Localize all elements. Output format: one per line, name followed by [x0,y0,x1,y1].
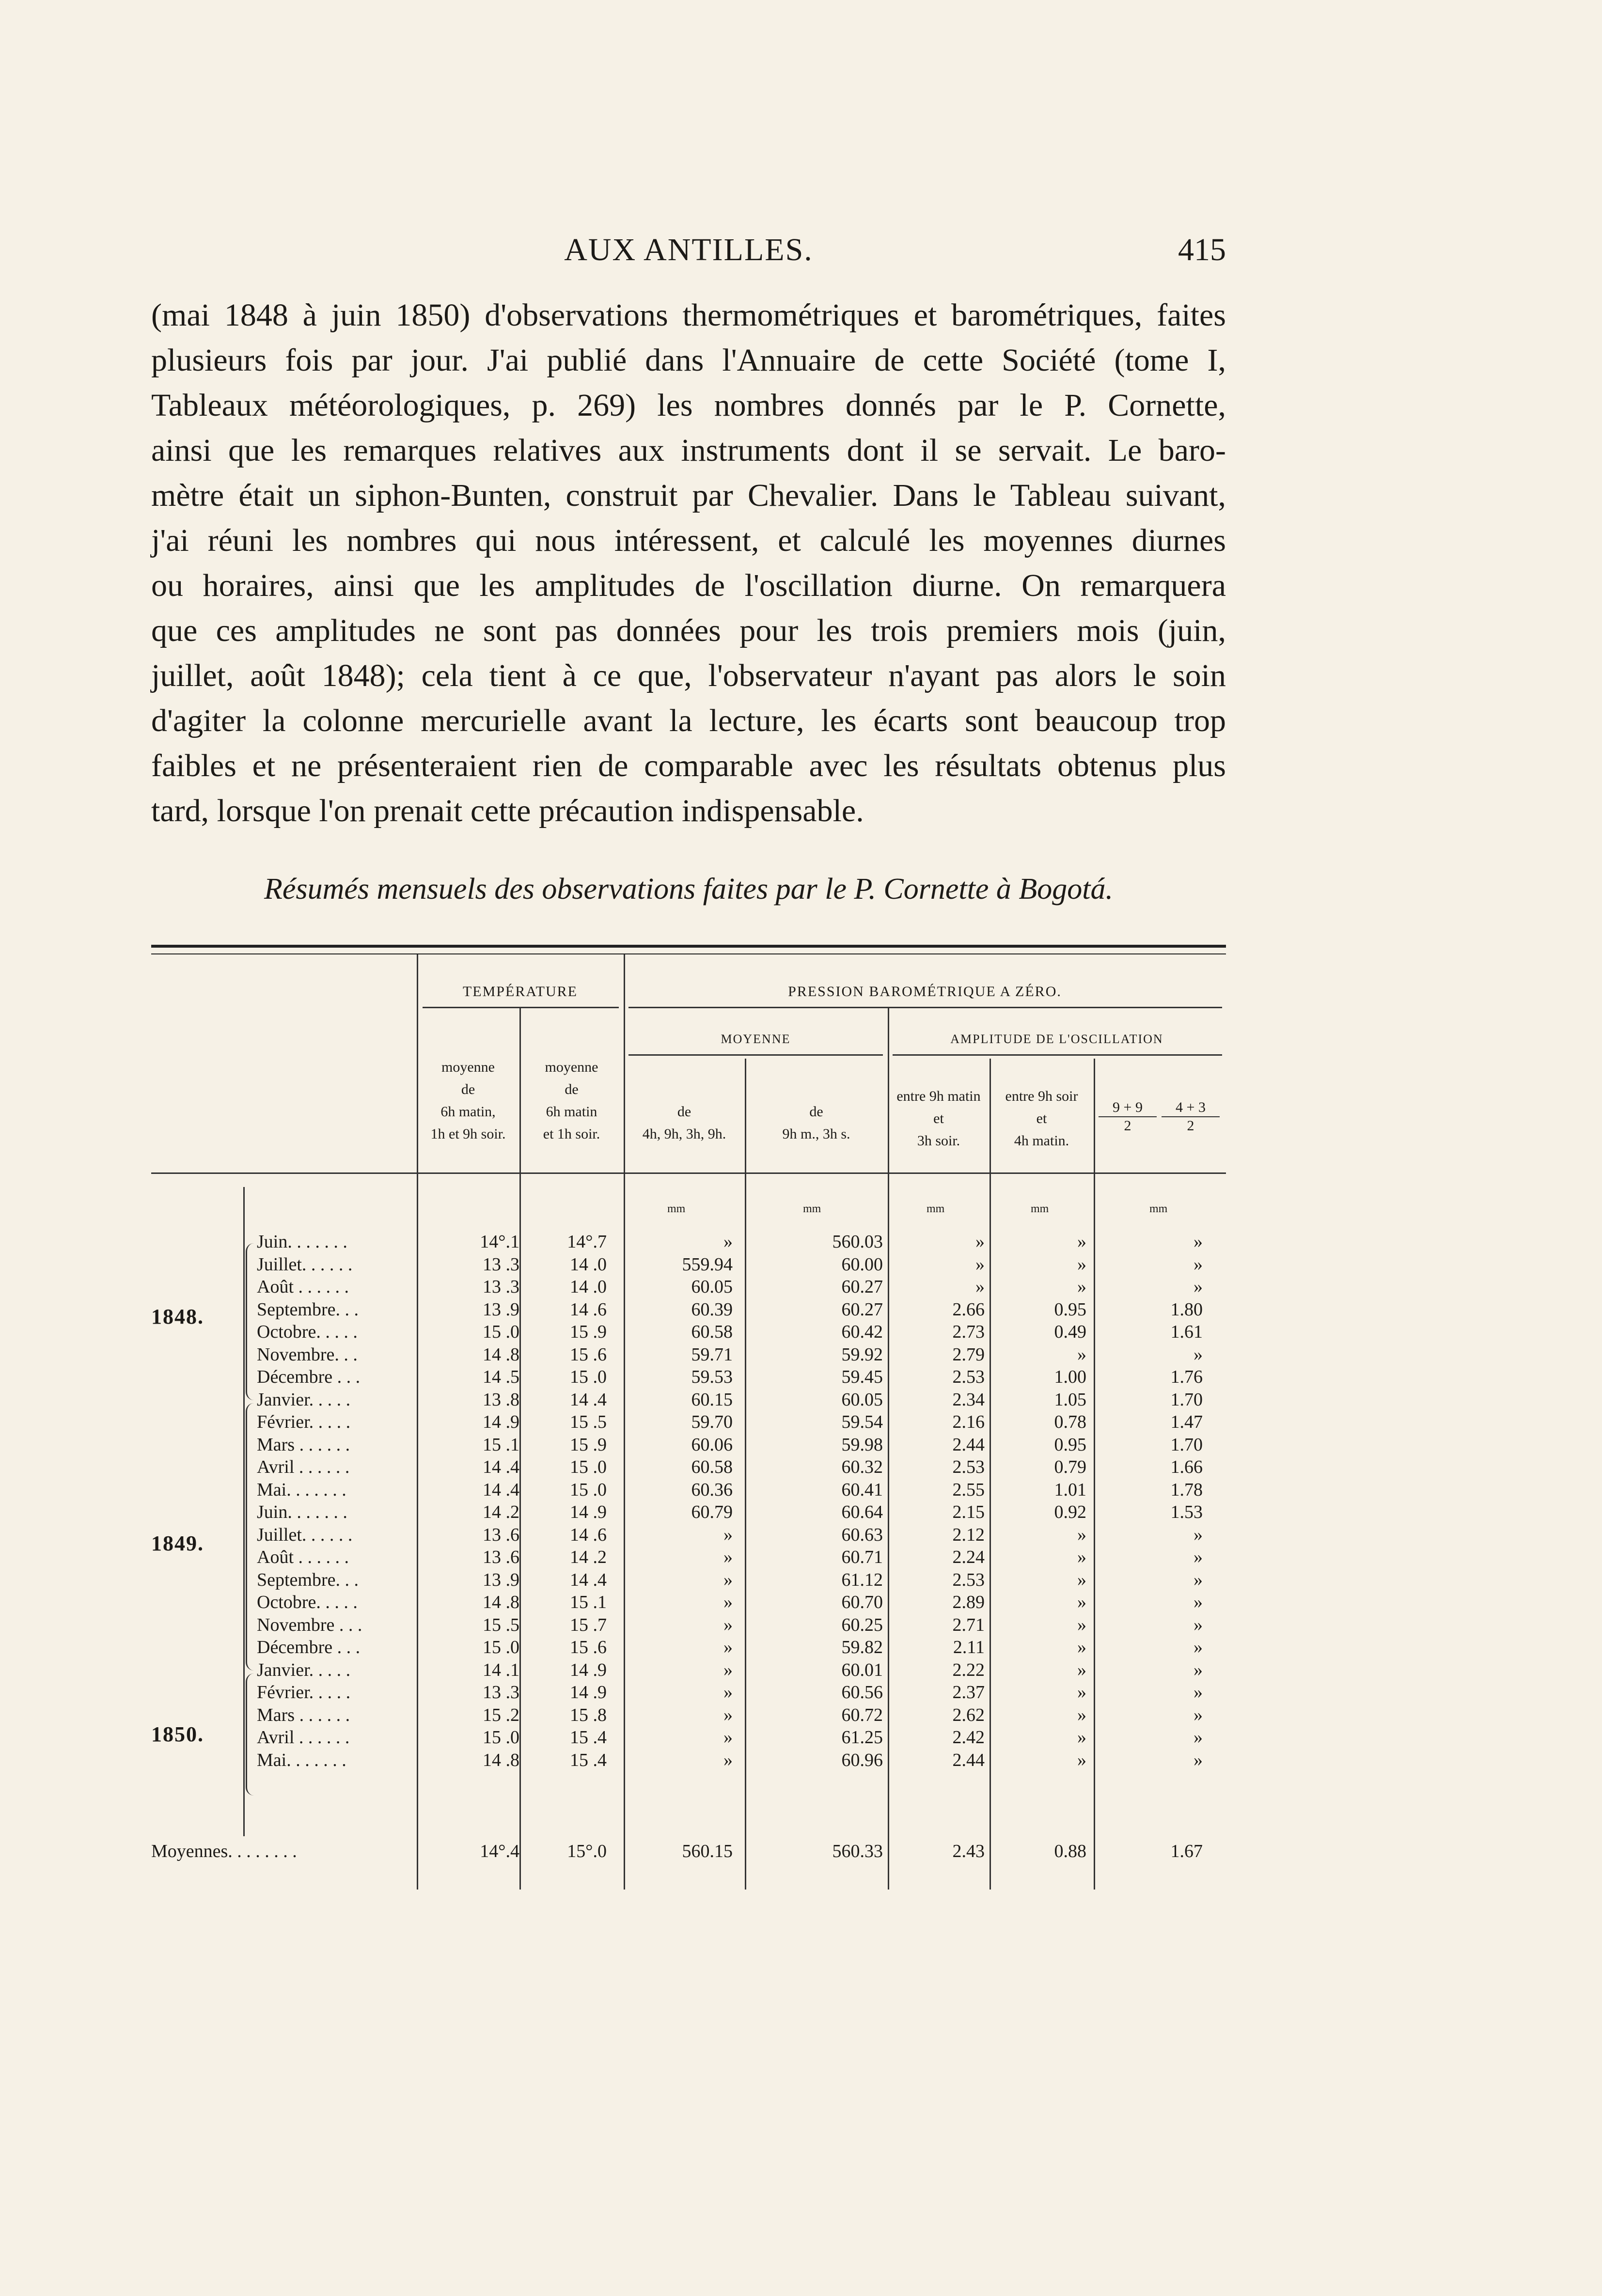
table-row [151,1321,1226,1343]
table-row [151,1434,1226,1456]
table-cell: 0.95 [1054,1434,1086,1455]
table-cell: 59.53 [691,1367,733,1387]
table-cell: » [1077,1569,1086,1590]
table-cell: » [1194,1704,1203,1725]
table-cell: 14 .4 [570,1569,607,1590]
month-label: Avril . . . . . . [257,1727,350,1748]
year-label: 1850. [151,1722,204,1746]
body-line: plusieurs fois par jour. J'ai publié dans l'Annuaire de cette Société (tome I, [151,343,1226,378]
table-cell: 59.71 [691,1344,733,1365]
col-header-pression-1: de 4h, 9h, 3h, 9h. [642,1104,726,1142]
table-cell: 14°.1 [480,1232,519,1252]
month-label: Juin. . . . . . . [257,1502,347,1522]
table-cell: 14 .0 [570,1254,607,1275]
month-label: Septembre. . . [257,1569,359,1590]
table-cell: 2.89 [952,1592,985,1612]
page-number: 415 [1178,232,1226,267]
table-cell: » [1077,1727,1086,1748]
year-label: 1848. [151,1305,204,1328]
table-cell: 0.78 [1054,1412,1086,1432]
table-cell: 60.32 [841,1457,883,1477]
table-cell: 60.63 [841,1524,883,1545]
table-cell: 15 .5 [483,1614,519,1635]
header-rule [628,1054,883,1056]
month-label: Juillet. . . . . . [257,1254,353,1275]
month-label: Juin. . . . . . . [257,1232,347,1252]
table-cell: 2.37 [952,1682,985,1702]
table-cell: 60.71 [841,1547,883,1567]
table-cell: 14 .2 [483,1502,519,1522]
table-row [151,1276,1226,1298]
table-row [151,1704,1226,1726]
table-cell: 1.53 [1170,1502,1203,1522]
col-header-temp-1: moyenne de 6h matin, 1h et 9h soir. [430,1059,506,1142]
month-label: Mai. . . . . . . [257,1749,346,1770]
table-cell: » [1077,1682,1086,1702]
table-cell: 15 .7 [570,1614,607,1635]
table-cell: 15 .0 [483,1637,519,1657]
table-cell: » [723,1614,733,1635]
body-line: faibles et ne présenteraient rien de comparable avec les résultats obtenus plus [151,748,1226,783]
table-cell: » [1194,1659,1203,1680]
table-cell: 60.58 [691,1322,733,1342]
table-row [151,1569,1226,1591]
body-line: d'agiter la colonne mercurielle avant la lecture, les écarts sont beaucoup trop [151,703,1226,738]
header-pression: PRESSION BAROMÉTRIQUE A ZÉRO. [788,984,1062,1000]
col-header-temp-2: moyenne de 6h matin et 1h soir. [543,1059,600,1142]
table-row [151,1726,1226,1749]
table-cell: 13 .3 [483,1277,519,1297]
table-cell: 15 .0 [483,1322,519,1342]
header-amplitude: AMPLITUDE DE L'OSCILLATION [950,1032,1163,1046]
table-cell: 2.11 [953,1637,985,1657]
month-label: Juillet. . . . . . [257,1524,353,1545]
table-cell: 60.39 [691,1299,733,1320]
table-cell: 1.47 [1170,1412,1203,1432]
table-cell: 14 .0 [570,1277,607,1297]
table-row [151,1501,1226,1523]
table-cell: 15 .5 [570,1412,607,1432]
table-cell: 15 .9 [570,1322,607,1342]
table-cell: » [723,1232,733,1252]
table-cell: 15 .6 [570,1637,607,1657]
header-rule [423,1007,619,1008]
table-cell: 60.36 [691,1479,733,1500]
table-row [151,1659,1226,1681]
table-cell: » [723,1704,733,1725]
table-cell: 2.43 [952,1841,985,1861]
table-row [151,1411,1226,1433]
body-line: ou horaires, ainsi que les amplitudes de l'oscillation diurne. On remarquera [151,568,1226,603]
body-line: juillet, août 1848); cela tient à ce que, l'observateur n'ayant pas alors le soin [151,658,1226,693]
body-line: ainsi que les remarques relatives aux instruments dont il se servait. Le baro- [151,433,1226,468]
table-cell: 15 .6 [570,1344,607,1365]
table-cell: » [1077,1524,1086,1545]
table-cell: 14 .8 [483,1592,519,1612]
table-cell: » [1194,1637,1203,1657]
table-cell: 2.79 [952,1344,985,1365]
table-cell: 15 .2 [483,1704,519,1725]
month-label: Décembre . . . [257,1367,361,1387]
body-line: (mai 1848 à juin 1850) d'observations thermométriques et barométriques, faites [151,297,1226,333]
table-cell: 60.58 [691,1457,733,1477]
table-cell: » [975,1232,985,1252]
col-header-pression-2: de 9h m., 3h s. [782,1104,850,1142]
table-cell: 60.01 [841,1659,883,1680]
table-cell: 15 .1 [570,1592,607,1612]
table-cell: 0.88 [1054,1841,1086,1861]
fraction-9-9: $\frac{9 + 9}{2}$ [1099,1099,1157,1135]
table-cell: 15 .8 [570,1704,607,1725]
table-top-rule [151,945,1226,954]
table-cell: 2.15 [952,1502,985,1522]
table-cell: 0.92 [1054,1502,1086,1522]
table-cell: 60.42 [841,1322,883,1342]
table-cell: » [723,1727,733,1748]
table-cell: » [1194,1547,1203,1567]
table-cell: » [1194,1569,1203,1590]
header-temperature: TEMPÉRATURE [462,984,578,1000]
header-rule [893,1054,1222,1056]
table-cell: 15 .0 [570,1457,607,1477]
month-label: Janvier. . . . . [257,1659,351,1680]
table-cell: » [1077,1254,1086,1275]
table-cell: » [723,1637,733,1657]
table-row [151,1253,1226,1276]
table-row [151,1231,1226,1253]
header-moyenne: MOYENNE [721,1032,791,1046]
table-cell: » [723,1524,733,1545]
table-cell: 14 .4 [483,1479,519,1500]
table-cell: » [1077,1637,1086,1657]
table-cell: » [1194,1232,1203,1252]
table-cell: » [1194,1524,1203,1545]
table-cell: 560.03 [832,1232,883,1252]
table-cell: 14 .9 [570,1502,607,1522]
unit-mm: mm [803,1203,821,1215]
table-cell: 0.95 [1054,1299,1086,1320]
table-cell: » [1194,1592,1203,1612]
month-label: Janvier. . . . . [257,1389,351,1410]
table-cell: 59.45 [841,1367,883,1387]
unit-mm: mm [667,1203,686,1215]
table-cell: 13 .3 [483,1254,519,1275]
table-cell: 15 .0 [570,1479,607,1500]
table-cell: 560.33 [832,1841,883,1861]
table-cell: 2.34 [952,1389,985,1410]
table-cell: 560.15 [682,1841,733,1861]
table-row [151,1614,1226,1636]
table-cell: » [1077,1749,1086,1770]
table-cell: 15 .9 [570,1434,607,1455]
table-cell: 59.98 [841,1434,883,1455]
table-row [151,1749,1226,1771]
table-cell: 559.94 [682,1254,733,1275]
table-cell: 60.56 [841,1682,883,1702]
table-cell: 2.12 [952,1524,985,1545]
table-cell: » [1077,1547,1086,1567]
table-cell: » [723,1592,733,1612]
table-cell: 1.67 [1170,1841,1203,1861]
table-row [151,1298,1226,1321]
body-line: j'ai réuni les nombres qui nous intéressent, et calculé les moyennes diurnes [151,523,1226,558]
table-cell: 1.61 [1170,1322,1203,1342]
table-row [151,1456,1226,1478]
table-cell: 15 .4 [570,1727,607,1748]
table-cell: 60.06 [691,1434,733,1455]
table-cell: 60.79 [691,1502,733,1522]
table-cell: 1.70 [1170,1434,1203,1455]
table-row [151,1343,1226,1366]
totals-row [151,1840,1226,1862]
table-cell: 13 .3 [483,1682,519,1702]
table-cell: 60.27 [841,1277,883,1297]
col-header-amplitude-2: entre 9h soir et 4h matin. [1005,1088,1078,1149]
table-cell: 1.70 [1170,1389,1203,1410]
table-cell: 61.25 [841,1727,883,1748]
month-label: Octobre. . . . . [257,1322,358,1342]
table-cell: » [1077,1277,1086,1297]
table-row [151,1479,1226,1501]
table-row [151,1524,1226,1546]
table-row [151,1366,1226,1388]
table-cell: 2.62 [952,1704,985,1725]
table-cell: 2.16 [952,1412,985,1432]
header-bottom-rule [151,1172,1226,1174]
unit-mm: mm [1031,1203,1049,1215]
table-cell: 14 .9 [570,1659,607,1680]
table-cell: 60.00 [841,1254,883,1275]
table-cell: 59.92 [841,1344,883,1365]
table-cell: » [975,1254,985,1275]
table-cell: 13 .9 [483,1569,519,1590]
table-cell: » [723,1569,733,1590]
table-row [151,1389,1226,1411]
table-cell: » [723,1547,733,1567]
table-cell: 60.27 [841,1299,883,1320]
month-label: Août . . . . . . [257,1277,349,1297]
table-cell: » [1194,1277,1203,1297]
table-cell: 15°.0 [567,1841,607,1861]
table-row [151,1546,1226,1568]
table-cell: 15 .1 [483,1434,519,1455]
table-cell: 14 .4 [570,1389,607,1410]
table-cell: » [1077,1614,1086,1635]
table-cell: 14 .9 [570,1682,607,1702]
table-cell: 1.76 [1170,1367,1203,1387]
table-cell: 2.53 [952,1457,985,1477]
running-title: AUX ANTILLES. [564,232,813,267]
table-cell: » [1194,1727,1203,1748]
table-cell: 15 .0 [483,1727,519,1748]
table-cell: 0.49 [1054,1322,1086,1342]
table-cell: 2.42 [952,1727,985,1748]
table-cell: 1.66 [1170,1457,1203,1477]
table-cell: 14 .5 [483,1367,519,1387]
table-cell: » [1077,1659,1086,1680]
year-label: 1849. [151,1531,204,1555]
table-cell: 13 .6 [483,1524,519,1545]
table-cell: 15 .4 [570,1749,607,1770]
month-label: Mars . . . . . . [257,1434,350,1455]
table-cell: » [723,1682,733,1702]
table-cell: 15 .0 [570,1367,607,1387]
month-label: Septembre. . . [257,1299,359,1320]
month-label: Mai. . . . . . . [257,1479,346,1500]
table-cell: 59.70 [691,1412,733,1432]
table-cell: 13 .6 [483,1547,519,1567]
table-cell: 14 .8 [483,1344,519,1365]
fraction-4-3: $\frac{4 + 3}{2}$ [1162,1099,1220,1135]
table-cell: 14 .6 [570,1524,607,1545]
table-cell: 2.44 [952,1749,985,1770]
table-row [151,1636,1226,1658]
totals-label: Moyennes. . . . . . . . [151,1841,297,1861]
body-paragraph [151,293,1226,833]
table-cell: 60.41 [841,1479,883,1500]
table-cell: 14°.4 [480,1841,519,1861]
table-cell: 14 .9 [483,1412,519,1432]
table-cell: 14 .1 [483,1659,519,1680]
body-line: tard, lorsque l'on prenait cette précaution indispensable. [151,793,864,828]
table-row [151,1591,1226,1613]
table-cell: 2.73 [952,1322,985,1342]
table-cell: 1.00 [1054,1367,1086,1387]
table-cell: 14°.7 [567,1232,607,1252]
running-header [151,232,1226,275]
table-cell: » [1194,1749,1203,1770]
table-cell: 1.80 [1170,1299,1203,1320]
month-label: Mars . . . . . . [257,1704,350,1725]
table-cell: » [975,1277,985,1297]
table-cell: » [1194,1614,1203,1635]
table-cell: 1.01 [1054,1479,1086,1500]
table-cell: » [723,1659,733,1680]
table-cell: 60.96 [841,1749,883,1770]
month-label: Novembre. . . [257,1344,358,1365]
table-cell: » [1077,1232,1086,1252]
table-cell: » [1077,1344,1086,1365]
table-cell: 60.05 [841,1389,883,1410]
table-cell: 2.22 [952,1659,985,1680]
body-line: Tableaux météorologiques, p. 269) les nombres donnés par le P. Cornette, [151,388,1226,423]
body-line: que ces amplitudes ne sont pas données pour les trois premiers mois (juin, [151,613,1226,648]
table-cell: 60.25 [841,1614,883,1635]
table-cell: 14 .8 [483,1749,519,1770]
table-cell: » [1077,1704,1086,1725]
month-label: Février. . . . . [257,1682,351,1702]
header-rule [628,1007,1222,1008]
table-cell: 2.55 [952,1479,985,1500]
table-cell: 2.71 [952,1614,985,1635]
table-cell: 60.64 [841,1502,883,1522]
table-cell: 1.05 [1054,1389,1086,1410]
table-cell: 60.05 [691,1277,733,1297]
table-cell: 59.82 [841,1637,883,1657]
table-cell: » [1194,1254,1203,1275]
table-cell: 60.15 [691,1389,733,1410]
unit-mm: mm [1149,1203,1168,1215]
table-cell: 60.70 [841,1592,883,1612]
table-cell: 2.53 [952,1569,985,1590]
table-cell: 2.53 [952,1367,985,1387]
table-cell: 0.79 [1054,1457,1086,1477]
table-cell: » [1194,1682,1203,1702]
table-cell: 2.66 [952,1299,985,1320]
table-cell: 60.72 [841,1704,883,1725]
table-cell: 2.24 [952,1547,985,1567]
table-cell: 1.78 [1170,1479,1203,1500]
table-cell: 14 .4 [483,1457,519,1477]
table-cell: » [1077,1592,1086,1612]
table-cell: 61.12 [841,1569,883,1590]
body-line: mètre était un siphon-Bunten, construit par Chevalier. Dans le Tableau suivant, [151,478,1226,513]
month-label: Août . . . . . . [257,1547,349,1567]
table-cell: » [1194,1344,1203,1365]
table-row [151,1681,1226,1703]
col-header-amplitude-1: entre 9h matin et 3h soir. [896,1088,981,1149]
month-label: Avril . . . . . . [257,1457,350,1477]
month-label: Octobre. . . . . [257,1592,358,1612]
table-cell: 59.54 [841,1412,883,1432]
month-label: Novembre . . . [257,1614,362,1635]
table-cell: 13 .9 [483,1299,519,1320]
table-cell: 14 .2 [570,1547,607,1567]
table-cell: 2.44 [952,1434,985,1455]
table-cell: » [723,1749,733,1770]
month-label: Février. . . . . [257,1412,351,1432]
table-cell: 14 .6 [570,1299,607,1320]
table-cell: 13 .8 [483,1389,519,1410]
table-caption: Résumés mensuels des observations faites par le P. Cornette à Bogotá. [264,873,1113,906]
unit-mm: mm [927,1203,945,1215]
month-label: Décembre . . . [257,1637,361,1657]
